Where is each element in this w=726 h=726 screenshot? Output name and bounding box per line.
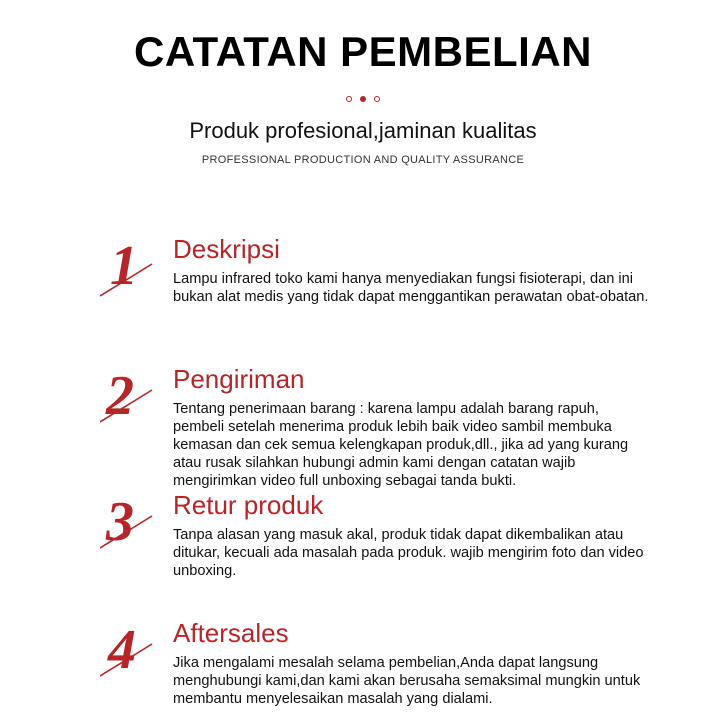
subtitle: Produk profesional,jaminan kualitas (189, 118, 537, 143)
number-glyph: 2 (106, 365, 134, 427)
section-heading: Deskripsi (173, 234, 280, 264)
section-number-4 (100, 618, 160, 682)
number-glyph: 1 (110, 235, 138, 297)
section-body: Tentang penerimaan barang : karena lampu adalah barang rapuh, pembeli setelah menerima produk lebih baik video sambil membuka kemasan dan cek semua kelengkapan produk,dll., jika ad yang kurang atau rusak silahkan hubungi admin kami dengan catatan wajib mengirimkan video full unboxing sebagai tanda bukti. (173, 401, 629, 489)
page-title: CATATAN PEMBELIAN (133, 28, 592, 75)
dot-hollow-left (346, 96, 352, 102)
section-number-2 (100, 364, 160, 428)
section-body: Tanpa alasan yang masuk akal, produk tidak dapat dikembalikan atau ditukar, kecuali ada masalah pada produk. wajib mengirim foto dan video unboxing. (173, 527, 644, 579)
decorative-dots (0, 96, 726, 102)
section-heading: Aftersales (173, 618, 289, 648)
dot-hollow-right (374, 96, 380, 102)
section-number-3 (100, 490, 160, 554)
section-body: Lampu infrared toko kami hanya menyediakan fungsi fisioterapi, dan ini bukan alat medis yang tidak dapat menggantikan perawatan obat-obatan. (173, 271, 649, 305)
section-body: Jika mengalami mesalah selama pembelian,Anda dapat langsung menghubungi kami,dan kami akan berusaha semaksimal mungkin untuk membantu menyelesaikan masalah yang dialami. (173, 655, 641, 707)
section-heading: Pengiriman (173, 364, 305, 394)
section-number-1 (100, 234, 160, 298)
number-glyph: 3 (106, 491, 134, 553)
section-heading: Retur produk (173, 490, 324, 520)
number-glyph: 4 (108, 619, 136, 681)
dot-filled-center (360, 96, 366, 102)
subtitle-english: PROFESSIONAL PRODUCTION AND QUALITY ASSURANCE (201, 154, 525, 166)
